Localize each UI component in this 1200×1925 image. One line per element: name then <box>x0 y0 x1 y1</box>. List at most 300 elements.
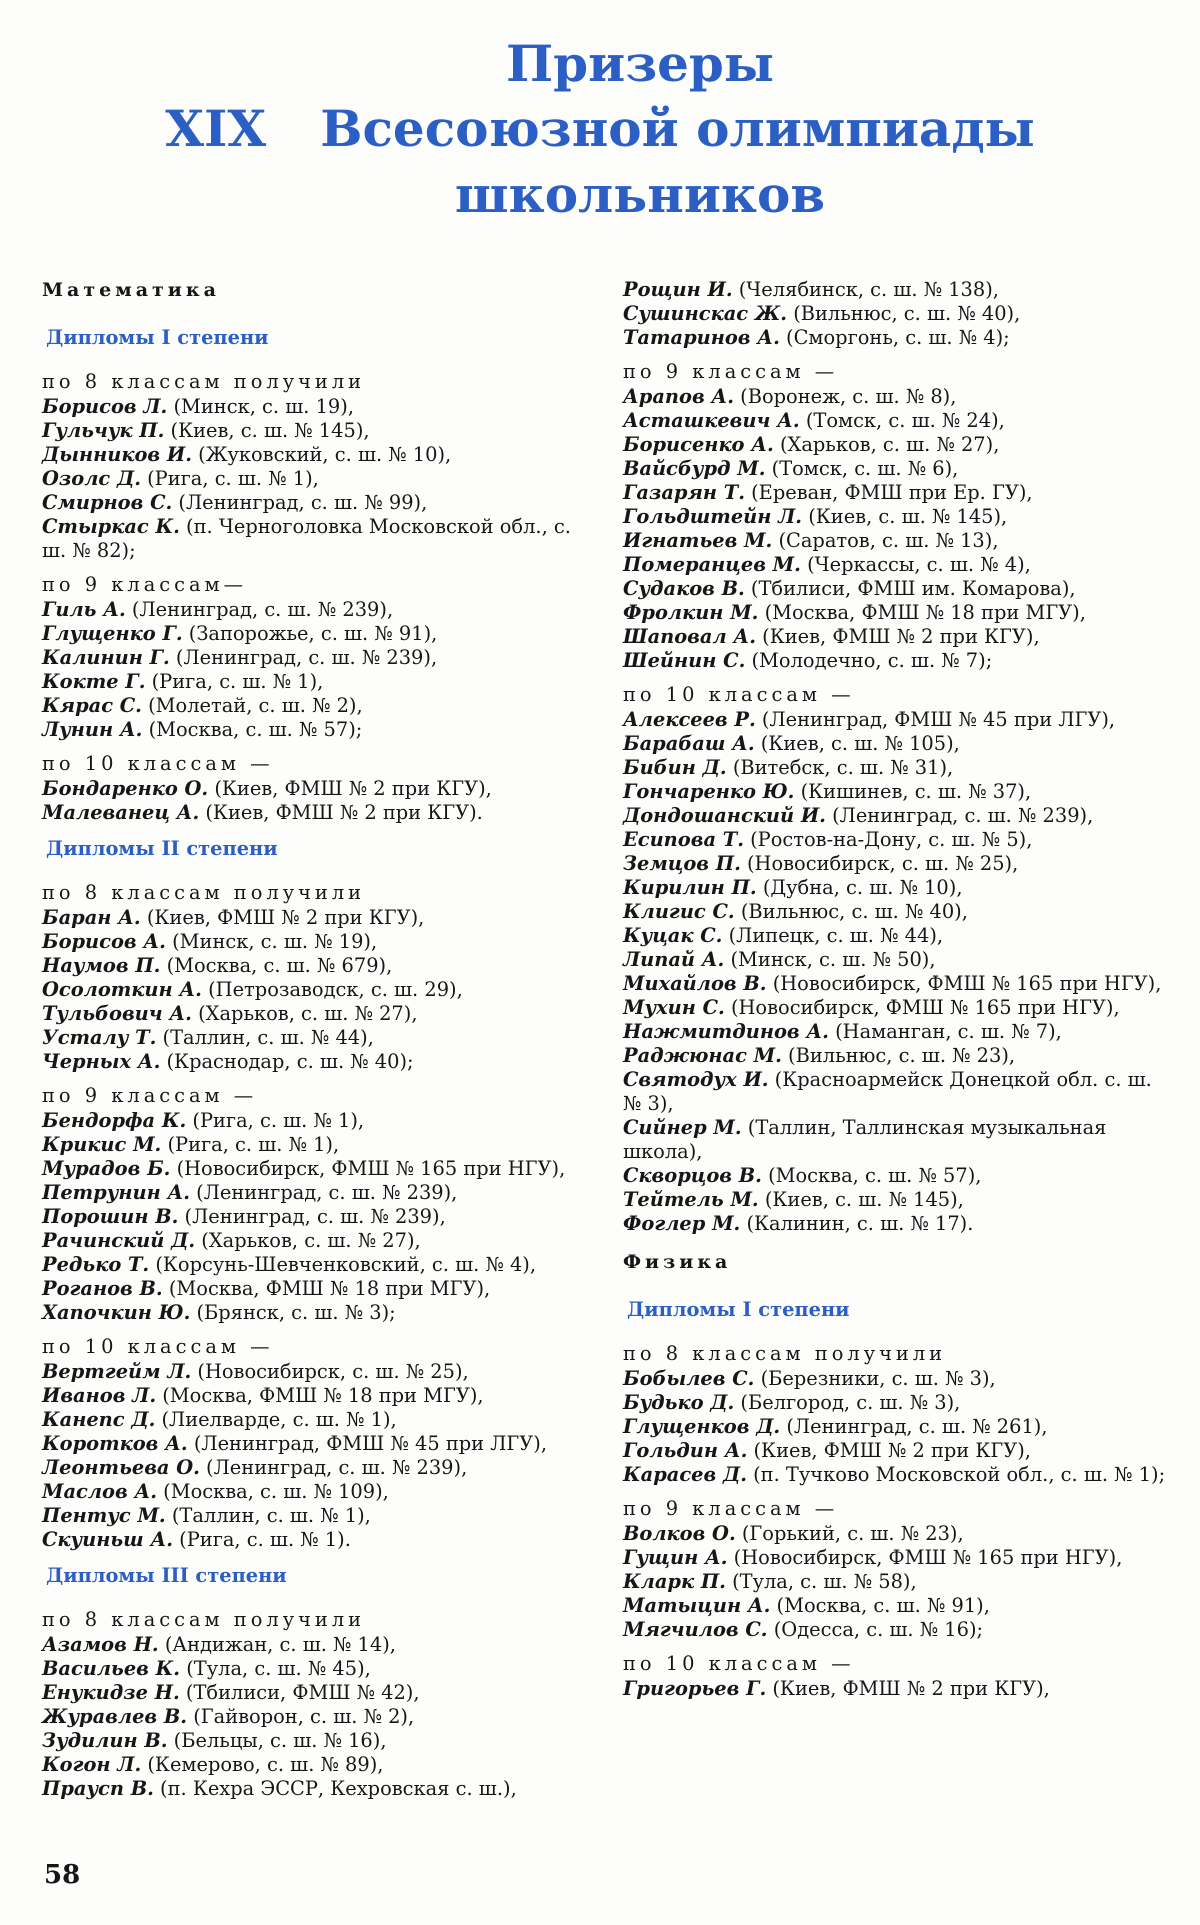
winner-school: (Ленинград, ФМШ № 45 при ЛГУ), <box>187 1432 548 1455</box>
left-column <box>42 278 590 1813</box>
winner-school: (Сморгонь, с. ш. № 4); <box>779 326 1010 349</box>
winner-name: Баран А. <box>42 906 141 929</box>
diploma-heading: Дипломы I степени <box>627 1298 850 1321</box>
winner-name: Михайлов В. <box>623 972 767 995</box>
winner-school: (Киев, с. ш. № 145), <box>164 419 370 442</box>
winner-name: Калинин Г. <box>42 646 170 669</box>
winner-entry <box>623 409 1171 433</box>
winner-school: (Челябинск, с. ш. № 138), <box>732 278 999 301</box>
winner-name: Волков О. <box>623 1522 736 1545</box>
grade-group-heading: по 10 классам — <box>42 752 274 775</box>
olympiad-number: XIX <box>165 99 267 158</box>
winner-school: (Киев, ФМШ № 2 при КГУ), <box>208 777 492 800</box>
winner-school: (Рига, с. ш. № 1), <box>161 1133 340 1156</box>
winner-school: (Белгород, с. ш. № 3), <box>734 1391 961 1414</box>
winner-entry <box>623 1546 1171 1570</box>
winner-entry <box>42 1753 590 1777</box>
grade-group-heading: по 8 классам получили <box>42 370 366 393</box>
winner-name: Шейнин С. <box>623 649 746 672</box>
winner-entry <box>623 481 1171 505</box>
winner-entry <box>623 1188 1171 1212</box>
grade-group-heading: по 10 классам — <box>623 683 855 706</box>
grade-group <box>623 1497 1171 1642</box>
title-line-2-text: Всесоюзной олимпиады <box>320 99 1035 158</box>
winner-name: Сийнер М. <box>623 1116 742 1139</box>
winner-school: (Новосибирск, ФМШ № 165 при НГУ), <box>724 996 1120 1019</box>
winner-name: Раджюнас М. <box>623 1044 782 1067</box>
winner-entry <box>623 1522 1171 1546</box>
winner-entry <box>42 622 590 646</box>
winner-entry <box>623 1367 1171 1391</box>
winner-name: Куцак С. <box>623 924 723 947</box>
grade-group-heading: по 9 классам— <box>42 573 248 596</box>
winner-school: (Тула, с. ш. № 58), <box>725 1570 917 1593</box>
winner-entry <box>623 577 1171 601</box>
winner-name: Мягчилов С. <box>623 1618 768 1641</box>
winner-school: (Москва, ФМШ № 18 при МГУ), <box>156 1384 484 1407</box>
winner-name: Черных А. <box>42 1050 161 1073</box>
diploma-heading: Дипломы I степени <box>46 326 269 349</box>
winner-name: Гущин А. <box>623 1546 728 1569</box>
winner-entry <box>42 670 590 694</box>
title-line-3: школьников <box>454 165 826 224</box>
winner-name: Маслов А. <box>42 1480 157 1503</box>
winner-entry <box>623 1164 1171 1188</box>
winner-name: Карасев Д. <box>623 1463 747 1486</box>
winner-entry <box>42 1408 590 1432</box>
winner-name: Померанцев М. <box>623 553 801 576</box>
winner-name: Кокте Г. <box>42 670 146 693</box>
winner-entry <box>42 906 590 930</box>
winner-entry <box>623 1463 1171 1487</box>
winner-name: Петрунин А. <box>42 1181 190 1204</box>
winner-school: (Москва, ФМШ № 18 при МГУ), <box>758 601 1086 624</box>
winner-name: Судаков В. <box>623 577 745 600</box>
winner-name: Леонтьева О. <box>42 1456 200 1479</box>
winner-school: (Харьков, с. ш. № 27), <box>191 1002 418 1025</box>
winner-school: (Новосибирск, ФМШ № 165 при НГУ), <box>170 1157 566 1180</box>
winner-entry <box>623 732 1171 756</box>
winner-school: (Минск, с. ш. № 50), <box>724 948 936 971</box>
winner-school: (Ленинград, с. ш. № 239), <box>169 646 438 669</box>
winner-school: (Рига, с. ш. № 1), <box>145 670 324 693</box>
winner-school: (Новосибирск, ФМШ № 165 при НГУ), <box>727 1546 1123 1569</box>
winner-entry <box>42 467 590 491</box>
right-column <box>623 278 1171 1713</box>
winner-school: (Киев, ФМШ № 2 при КГУ). <box>199 801 483 824</box>
winner-school: (Ленинград, с. ш. № 99), <box>172 491 428 514</box>
winner-school: (Липецк, с. ш. № 44), <box>722 924 944 947</box>
grade-group-heading: по 10 классам — <box>42 1335 274 1358</box>
winner-school: (Таллин, с. ш. № 44), <box>156 1026 374 1049</box>
winner-entry <box>42 777 590 801</box>
winner-entry <box>42 1384 590 1408</box>
winner-entry <box>42 1777 590 1801</box>
winner-name: Вайсбурд М. <box>623 457 766 480</box>
winner-entry <box>623 924 1171 948</box>
grade-group <box>623 360 1171 673</box>
winner-entry <box>623 948 1171 972</box>
winner-entry <box>42 1633 590 1657</box>
winner-name: Васильев К. <box>42 1657 181 1680</box>
winner-school: (Ленинград, с. ш. № 239), <box>125 598 394 621</box>
winner-name: Осолоткин А. <box>42 978 202 1001</box>
winner-school: (Саратов, с. ш. № 13), <box>772 529 999 552</box>
math-diplomas-2 <box>42 837 590 1552</box>
winner-name: Усталу Т. <box>42 1026 157 1049</box>
winner-school: (Минск, с. ш. № 19), <box>165 930 378 953</box>
winner-entry <box>42 598 590 622</box>
winner-school: (Краснодар, с. ш. № 40); <box>160 1050 414 1073</box>
winner-name: Дынников И. <box>42 443 192 466</box>
winner-entry <box>623 1439 1171 1463</box>
winner-name: Смирнов С. <box>42 491 173 514</box>
winner-school: (Петрозаводск, с. ш. 29), <box>201 978 463 1001</box>
winner-school: (Тбилиси, ФМШ им. Комарова), <box>744 577 1076 600</box>
winner-name: Гульчук П. <box>42 419 165 442</box>
winner-entry <box>623 326 1171 350</box>
winner-school: (Москва, с. ш. № 679), <box>160 954 393 977</box>
winner-school: (Вильнюс, с. ш. № 40), <box>787 302 1021 325</box>
winner-school: (Новосибирск, с. ш. № 25), <box>740 852 1019 875</box>
winner-entry <box>42 978 590 1002</box>
winner-name: Борисов А. <box>42 930 166 953</box>
winner-name: Будько Д. <box>623 1391 735 1414</box>
winner-school: (Киев, ФМШ № 2 при КГУ), <box>140 906 425 929</box>
winner-name: Мухин С. <box>623 996 725 1019</box>
winner-name: Иванов Л. <box>42 1384 157 1407</box>
winner-name: Нажмитдинов А. <box>623 1020 829 1043</box>
winner-name: Рачинский Д. <box>42 1229 196 1252</box>
winner-entry <box>623 780 1171 804</box>
winner-school: (Ленинград, с. ш. № 239), <box>190 1181 458 1204</box>
grade-group <box>623 683 1171 1236</box>
winner-entry <box>42 1002 590 1026</box>
winner-entry <box>42 1432 590 1456</box>
winner-entry <box>42 930 590 954</box>
winner-entry <box>623 457 1171 481</box>
winner-entry <box>623 804 1171 828</box>
winner-entry <box>42 443 590 467</box>
winner-entry <box>42 1050 590 1074</box>
winner-name: Гольдштейн Л. <box>623 505 803 528</box>
winner-entry <box>623 433 1171 457</box>
winner-name: Бондаренко О. <box>42 777 209 800</box>
winner-school: (Харьков, с. ш. № 27), <box>773 433 1000 456</box>
winner-name: Вертгейм Л. <box>42 1360 192 1383</box>
winner-entry <box>623 1212 1171 1236</box>
winner-name: Бендорфа К. <box>42 1109 187 1132</box>
winner-school: (Наманган, с. ш. № 7), <box>828 1020 1062 1043</box>
grade-group-heading: по 10 классам — <box>623 1652 855 1675</box>
winner-name: Бобылев С. <box>623 1367 755 1390</box>
winner-name: Клигис С. <box>623 900 735 923</box>
winner-school: (Одесса, с. ш. № 16); <box>767 1618 984 1641</box>
winner-name: Канепс Д. <box>42 1408 156 1431</box>
winner-entry <box>623 601 1171 625</box>
winner-name: Кирилин П. <box>623 876 757 899</box>
winner-school: (п. Тучково Московской обл., с. ш. № 1); <box>746 1463 1166 1486</box>
winner-entry <box>42 1528 590 1552</box>
winner-entry <box>42 1360 590 1384</box>
winner-name: Крикис М. <box>42 1133 162 1156</box>
grade-group <box>42 881 590 1074</box>
winner-entry <box>623 876 1171 900</box>
winner-name: Тейтель М. <box>623 1188 759 1211</box>
winner-entry <box>623 1677 1171 1701</box>
page-title <box>0 32 1200 228</box>
winner-school: (Кемерово, с. ш. № 89), <box>141 1753 384 1776</box>
winner-name: Шаповал А. <box>623 625 756 648</box>
winner-entry <box>623 302 1171 326</box>
winner-school: (Киев, с. ш. № 145), <box>802 505 1008 528</box>
winner-school: (Черкассы, с. ш. № 4), <box>800 553 1031 576</box>
winner-school: (Кишинев, с. ш. № 37), <box>794 780 1032 803</box>
winner-entry <box>42 1681 590 1705</box>
winner-name: Гончаренко Ю. <box>623 780 795 803</box>
grade-group <box>42 370 590 563</box>
winner-entry <box>42 1229 590 1253</box>
winner-school: (Москва, с. ш. № 109), <box>157 1480 389 1503</box>
winner-school: (Ленинград, с. ш. № 239), <box>825 804 1094 827</box>
winner-school: (Молетай, с. ш. № 2), <box>141 694 363 717</box>
winner-entry <box>623 1116 1171 1164</box>
winner-name: Борисенко А. <box>623 433 774 456</box>
winner-entry <box>42 1705 590 1729</box>
winner-name: Есипова Т. <box>623 828 744 851</box>
winner-name: Сушинскас Ж. <box>623 302 788 325</box>
winner-entry <box>42 1277 590 1301</box>
winner-entry <box>42 646 590 670</box>
winner-name: Журавлев В. <box>42 1705 188 1728</box>
winner-school: (Калинин, с. ш. № 17). <box>740 1212 974 1235</box>
winner-school: (Таллин, Таллинская музыкальная школа), <box>623 1116 1107 1163</box>
winner-school: (Дубна, с. ш. № 10), <box>756 876 963 899</box>
winner-name: Малеванец А. <box>42 801 200 824</box>
winner-entry <box>42 1205 590 1229</box>
winner-entry <box>42 1480 590 1504</box>
winner-name: Игнатьев М. <box>623 529 773 552</box>
subject-heading-math: Математика <box>42 279 220 301</box>
winner-school: (Вильнюс, с. ш. № 23), <box>781 1044 1016 1067</box>
winner-name: Стыркас К. <box>42 515 180 538</box>
winner-school: (Москва, с. ш. № 57); <box>142 718 363 741</box>
winner-school: (Киев, с. ш. № 145), <box>758 1188 964 1211</box>
winner-entry <box>42 1657 590 1681</box>
grade-group <box>623 1342 1171 1487</box>
winner-entry <box>623 625 1171 649</box>
winner-entry <box>42 1109 590 1133</box>
winner-school: (Москва, с. ш. № 57), <box>761 1164 982 1187</box>
winner-name: Фролкин М. <box>623 601 759 624</box>
winner-entry <box>623 708 1171 732</box>
winner-name: Порошин В. <box>42 1205 179 1228</box>
grade-group-heading: по 9 классам — <box>623 1497 839 1520</box>
winner-name: Газарян Т. <box>623 481 745 504</box>
winner-name: Праусп В. <box>42 1777 154 1800</box>
winner-school: (Тула, с. ш. № 45), <box>180 1657 371 1680</box>
subject-heading-physics: Физика <box>623 1251 732 1273</box>
grade-group-heading: по 8 классам получили <box>42 1608 366 1631</box>
winner-name: Барабаш А. <box>623 732 755 755</box>
grade-group <box>42 1084 590 1325</box>
winner-school: (Таллин, с. ш. № 1), <box>165 1504 371 1527</box>
winner-name: Алексеев Р. <box>623 708 756 731</box>
winner-entry <box>623 505 1171 529</box>
winner-entry <box>623 1044 1171 1068</box>
title-line-2 <box>0 96 1200 162</box>
winner-name: Коротков А. <box>42 1432 188 1455</box>
winner-school: (Москва, ФМШ № 18 при МГУ), <box>162 1277 491 1300</box>
winner-entry <box>42 718 590 742</box>
winner-entry <box>42 1026 590 1050</box>
winner-name: Хапочкин Ю. <box>42 1301 191 1324</box>
winner-name: Озолс Д. <box>42 467 141 490</box>
grade-group <box>42 1335 590 1552</box>
grade-group-heading: по 8 классам получили <box>623 1342 947 1365</box>
winner-name: Пентус М. <box>42 1504 166 1527</box>
winner-name: Глущенков Д. <box>623 1415 781 1438</box>
winner-entry <box>623 1570 1171 1594</box>
winner-name: Арапов А. <box>623 385 734 408</box>
winner-name: Лунин А. <box>42 718 143 741</box>
winner-name: Святодух И. <box>623 1068 769 1091</box>
winner-name: Кларк П. <box>623 1570 726 1593</box>
winner-school: (Березники, с. ш. № 3), <box>754 1367 996 1390</box>
grade-group <box>623 278 1171 350</box>
winner-entry <box>42 1456 590 1480</box>
winner-school: (Витебск, с. ш. № 31), <box>726 756 954 779</box>
winner-school: (Красноармейск Донецкой обл. с. ш. № 3), <box>623 1068 1152 1115</box>
winner-name: Наумов П. <box>42 954 161 977</box>
math-diplomas-3 <box>42 1564 590 1801</box>
winner-entry <box>42 515 590 563</box>
title-line-1: Призеры <box>505 34 775 93</box>
grade-group <box>42 752 590 825</box>
winner-school: (Вильнюс, с. ш. № 40), <box>734 900 968 923</box>
winner-name: Григорьев Г. <box>623 1677 767 1700</box>
winner-entry <box>42 694 590 718</box>
math-diplomas-1 <box>42 326 590 825</box>
winner-school: (Томск, с. ш. № 6), <box>765 457 959 480</box>
winner-school: (Рига, с. ш. № 1), <box>140 467 319 490</box>
winner-name: Гольдин А. <box>623 1439 748 1462</box>
winner-entry <box>623 852 1171 876</box>
winner-name: Когон Л. <box>42 1753 142 1776</box>
winner-school: (Рига, с. ш. № 1). <box>173 1528 351 1551</box>
winner-name: Асташкевич А. <box>623 409 800 432</box>
winner-entry <box>42 1253 590 1277</box>
winner-school: (Ленинград, с. ш. № 239), <box>178 1205 446 1228</box>
winner-name: Тульбович А. <box>42 1002 192 1025</box>
winner-name: Скуиньш А. <box>42 1528 173 1551</box>
winner-entry <box>42 395 590 419</box>
winner-name: Бибин Д. <box>623 756 727 779</box>
winner-school: (Киев, ФМШ № 2 при КГУ), <box>755 625 1040 648</box>
winner-school: (Новосибирск, ФМШ № 165 при НГУ), <box>766 972 1162 995</box>
winner-name: Фоглер М. <box>623 1212 741 1235</box>
winner-entry <box>623 756 1171 780</box>
winner-entry <box>42 1181 590 1205</box>
winner-school: (Лиелварде, с. ш. № 1), <box>155 1408 397 1431</box>
winner-name: Матыцин А. <box>623 1594 771 1617</box>
winner-name: Азамов Н. <box>42 1633 159 1656</box>
winner-name: Мурадов Б. <box>42 1157 171 1180</box>
physics-diplomas-1 <box>623 1298 1171 1701</box>
winner-school: (Томск, с. ш. № 24), <box>799 409 1005 432</box>
winner-entry <box>623 1594 1171 1618</box>
winner-school: (Киев, ФМШ № 2 при КГУ), <box>766 1677 1050 1700</box>
grade-group <box>42 573 590 742</box>
winner-school: (Москва, с. ш. № 91), <box>770 1594 990 1617</box>
winner-name: Редько Т. <box>42 1253 150 1276</box>
winner-name: Дондошанский И. <box>623 804 826 827</box>
winner-school: (Тбилиси, ФМШ № 42), <box>179 1681 420 1704</box>
winner-entry <box>623 900 1171 924</box>
winner-school: (Ростов-на-Дону, с. ш. № 5), <box>743 828 1033 851</box>
winner-school: (Брянск, с. ш. № 3); <box>190 1301 396 1324</box>
winner-entry <box>42 419 590 443</box>
winner-entry <box>623 385 1171 409</box>
winner-name: Борисов Л. <box>42 395 168 418</box>
winner-school: (Андижан, с. ш. № 14), <box>158 1633 396 1656</box>
winner-entry <box>623 828 1171 852</box>
winner-name: Земцов П. <box>623 852 741 875</box>
winner-name: Енукидзе Н. <box>42 1681 180 1704</box>
winner-entry <box>623 529 1171 553</box>
winner-school: (Молодечно, с. ш. № 7); <box>745 649 993 672</box>
winner-entry <box>623 553 1171 577</box>
winner-school: (Бельцы, с. ш. № 16), <box>167 1729 387 1752</box>
winner-school: (Запорожье, с. ш. № 91), <box>182 622 438 645</box>
diploma-heading: Дипломы II степени <box>46 837 278 860</box>
winner-entry <box>623 996 1171 1020</box>
winner-school: (Ленинград, с. ш. № 239), <box>199 1456 468 1479</box>
winner-entry <box>623 1020 1171 1044</box>
grade-group-heading: по 9 классам — <box>623 360 839 383</box>
diploma-heading: Дипломы III степени <box>46 1564 287 1587</box>
winner-name: Липай А. <box>623 948 725 971</box>
winner-name: Гиль А. <box>42 598 126 621</box>
winner-school: (Ереван, ФМШ при Ер. ГУ), <box>744 481 1033 504</box>
winner-name: Рощин И. <box>623 278 733 301</box>
winner-entry <box>623 1391 1171 1415</box>
grade-group <box>623 1652 1171 1701</box>
winner-entry <box>42 491 590 515</box>
winner-school: (Жуковский, с. ш. № 10), <box>191 443 452 466</box>
winner-name: Татаринов А. <box>623 326 780 349</box>
winner-school: (п. Кехра ЭССР, Кехровская с. ш.), <box>153 1777 517 1800</box>
winner-entry <box>623 649 1171 673</box>
winner-entry <box>623 278 1171 302</box>
winner-school: (Ленинград, с. ш. № 261), <box>780 1415 1048 1438</box>
grade-group-heading: по 8 классам получили <box>42 881 366 904</box>
grade-group-heading: по 9 классам — <box>42 1084 258 1107</box>
winner-school: (Харьков, с. ш. № 27), <box>195 1229 421 1252</box>
winner-name: Зудилин В. <box>42 1729 168 1752</box>
winner-school: (Киев, ФМШ № 2 при КГУ), <box>747 1439 1031 1462</box>
winner-school: (Воронеж, с. ш. № 8), <box>733 385 957 408</box>
page-number: 58 <box>44 1860 81 1890</box>
winner-school: (Киев, с. ш. № 105), <box>754 732 960 755</box>
winner-entry <box>42 1157 590 1181</box>
winner-entry <box>42 954 590 978</box>
grade-group <box>42 1608 590 1801</box>
winner-entry <box>42 1133 590 1157</box>
winner-school: (Новосибирск, с. ш. № 25), <box>191 1360 469 1383</box>
winner-school: (Минск, с. ш. 19), <box>167 395 354 418</box>
winner-name: Глущенко Г. <box>42 622 183 645</box>
